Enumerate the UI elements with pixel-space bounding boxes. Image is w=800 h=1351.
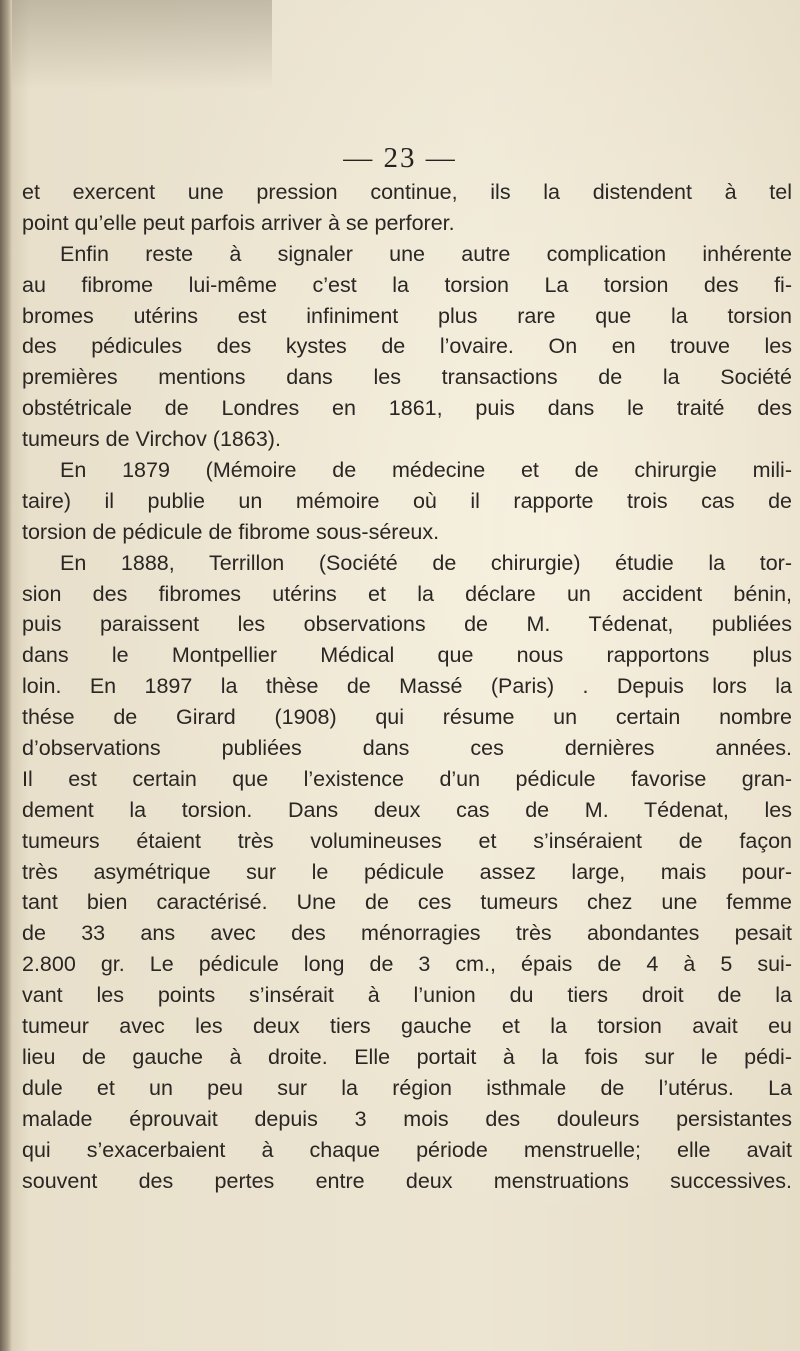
text-line: Enfin reste à signaler une autre complication inhérente bbox=[60, 241, 792, 266]
text-line: tumeurs de Virchov (1863). bbox=[22, 427, 281, 452]
text-line: obstétricale de Londres en 1861, puis dans le traité des bbox=[22, 396, 792, 421]
text-line: sion des fibromes utérins et la déclare un accident bénin, bbox=[22, 581, 792, 606]
text-line: taire) il publie un mémoire où il rapporte trois cas de bbox=[22, 488, 792, 513]
text-line: souvent des pertes entre deux menstruations successives. bbox=[22, 1168, 792, 1193]
text-line: d’observations publiées dans ces dernières années. bbox=[22, 736, 792, 761]
text-line: tumeur avec les deux tiers gauche et la torsion avait eu bbox=[22, 1014, 792, 1039]
text-line: au fibrome lui-même c’est la torsion La torsion des fi- bbox=[22, 272, 792, 297]
text-line: dement la torsion. Dans deux cas de M. Tédenat, les bbox=[22, 797, 792, 822]
text-line: bromes utérins est infiniment plus rare que la torsion bbox=[22, 303, 792, 328]
text-line: Il est certain que l’existence d’un pédicule favorise gran- bbox=[22, 766, 792, 791]
text-line: torsion de pédicule de fibrome sous-séreux. bbox=[22, 519, 440, 544]
text-line: qui s’exacerbaient à chaque période menstruelle; elle avait bbox=[22, 1137, 792, 1162]
text-line: très asymétrique sur le pédicule assez large, mais pour- bbox=[22, 859, 792, 884]
text-line: de 33 ans avec des ménorragies très abondantes pesait bbox=[22, 921, 792, 946]
text-line: des pédicules des kystes de l’ovaire. On en trouve les bbox=[22, 334, 792, 359]
text-line: dans le Montpellier Médical que nous rapportons plus bbox=[22, 643, 792, 668]
page-number: — 23 — bbox=[343, 142, 457, 174]
text-line: En 1888, Terrillon (Société de chirurgie) étudie la tor- bbox=[60, 550, 792, 575]
text-line: dule et un peu sur la région isthmale de l’utérus. La bbox=[22, 1075, 792, 1100]
text-line: tant bien caractérisé. Une de ces tumeurs chez une femme bbox=[22, 890, 792, 915]
text-line: loin. En 1897 la thèse de Massé (Paris) . Depuis lors la bbox=[22, 674, 792, 699]
body-text bbox=[22, 177, 792, 1196]
text-line: En 1879 (Mémoire de médecine et de chirurgie mili- bbox=[60, 458, 792, 483]
text-line: 2.800 gr. Le pédicule long de 3 cm., épais de 4 à 5 sui- bbox=[22, 952, 792, 977]
text-line: tumeurs étaient très volumineuses et s’inséraient de façon bbox=[22, 828, 792, 853]
text-line: puis paraissent les observations de M. Tédenat, publiées bbox=[22, 612, 792, 637]
text-line: point qu’elle peut parfois arriver à se perforer. bbox=[22, 210, 455, 235]
text-line: thése de Girard (1908) qui résume un certain nombre bbox=[22, 705, 792, 730]
text-line: vant les points s’insérait à l’union du tiers droit de la bbox=[22, 983, 792, 1008]
text-line: malade éprouvait depuis 3 mois des douleurs persistantes bbox=[22, 1106, 792, 1131]
text-line: lieu de gauche à droite. Elle portait à la fois sur le pédi- bbox=[22, 1044, 792, 1069]
text-line: et exercent une pression continue, ils la distendent à tel bbox=[22, 180, 792, 204]
text-line: premières mentions dans les transactions de la Société bbox=[22, 365, 792, 390]
